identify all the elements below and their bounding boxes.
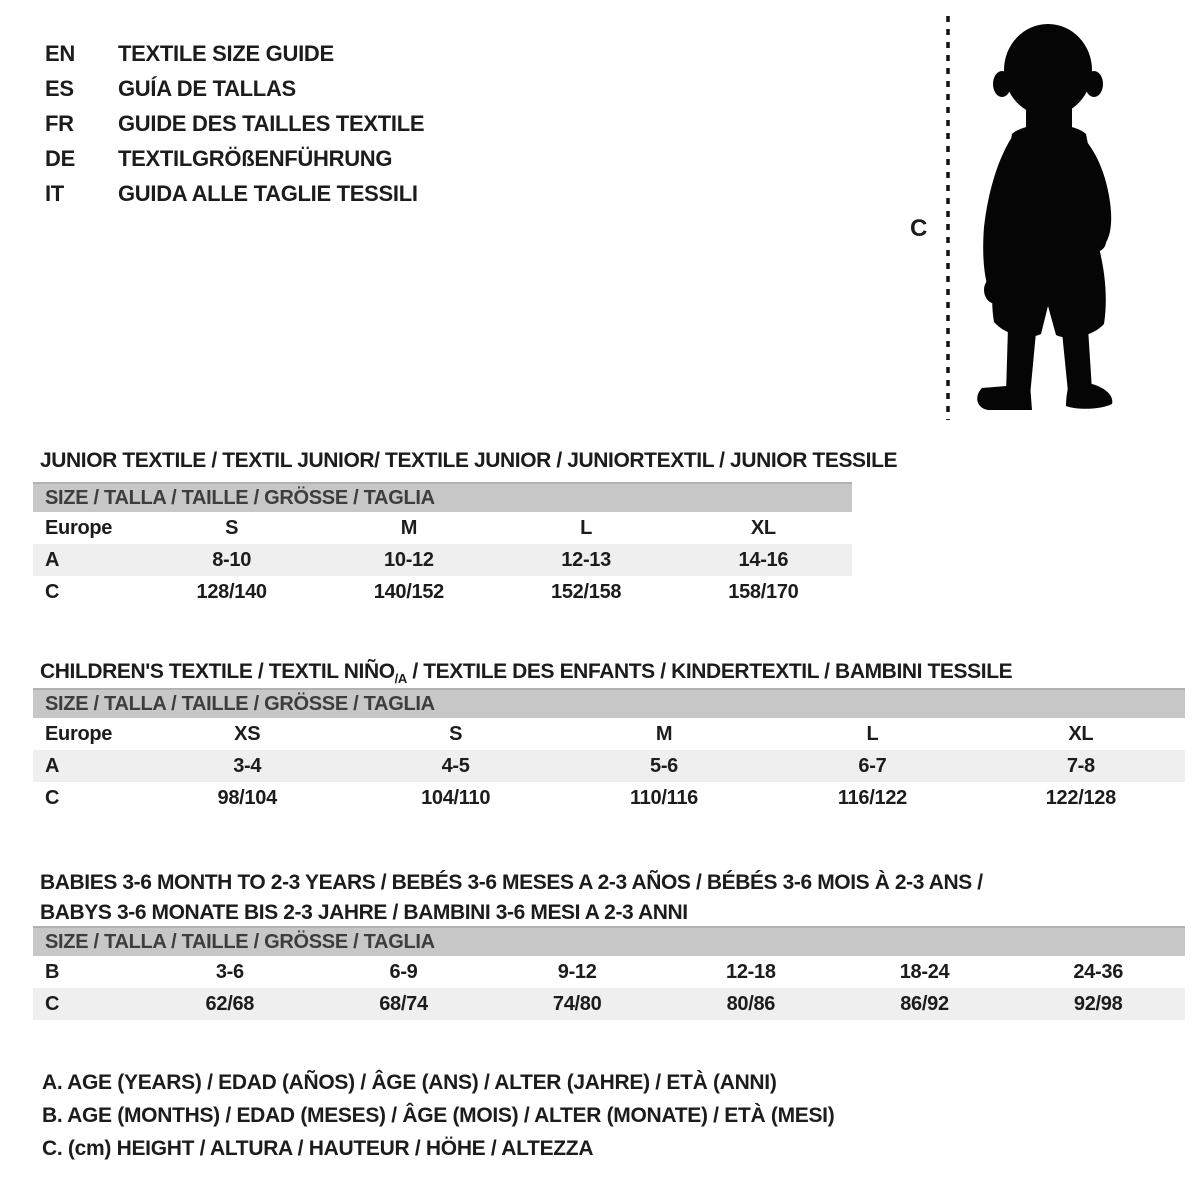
children-title-rest: / TEXTILE DES ENFANTS / KINDERTEXTIL / BAMBINI TESSILE [406, 660, 1013, 684]
children-title-main: CHILDREN'S TEXTILE / TEXTIL NIÑO [40, 660, 395, 684]
age-cell: 10-12 [384, 548, 434, 571]
size-cell: XL [1068, 722, 1094, 745]
height-cell: 68/74 [379, 992, 428, 1015]
babies-size-table [33, 926, 1185, 1020]
height-cell: 140/152 [373, 580, 444, 603]
junior-size-table [33, 482, 852, 608]
babies-title-line2: BABYS 3-6 MONATE BIS 2-3 JAHRE / BAMBINI 3-6 MESI A 2-3 ANNI [40, 901, 688, 925]
toddler-silhouette-icon [966, 20, 1142, 418]
babies-title-line1: BABIES 3-6 MONTH TO 2-3 YEARS / BEBÉS 3-6 MESES A 2-3 AÑOS / BÉBÉS 3-6 MOIS À 2-3 ANS / [40, 871, 983, 895]
height-cell: 158/170 [728, 580, 799, 603]
height-cell: 62/68 [205, 992, 255, 1015]
row-label: Europe [45, 516, 113, 539]
height-cell: 116/122 [837, 786, 907, 809]
row-label: A [45, 548, 60, 571]
language-code: EN [45, 40, 75, 66]
language-row [45, 176, 424, 211]
age-cell: 12-13 [561, 548, 611, 571]
size-cell: XS [234, 722, 261, 745]
age-cell: 7-8 [1066, 754, 1095, 777]
age-cell: 8-10 [212, 548, 252, 571]
language-code: DE [45, 145, 75, 171]
language-title-list [45, 36, 424, 211]
height-cell: 122/128 [1045, 786, 1116, 809]
size-cell: M [400, 516, 418, 539]
months-cell: 6-9 [389, 960, 418, 983]
children-title-subscript: /A [394, 671, 407, 687]
height-cell: 152/158 [551, 580, 622, 603]
height-measure-dashed-line [944, 16, 952, 420]
height-cell: 128/140 [196, 580, 267, 603]
table-row-months [33, 956, 1185, 988]
language-row [45, 141, 424, 176]
size-cell: S [449, 722, 463, 745]
size-cell: S [225, 516, 239, 539]
guide-title-it: GUIDA ALLE TAGLIE TESSILI [118, 180, 418, 206]
size-cell: L [866, 722, 879, 745]
table-row-height [33, 782, 1185, 814]
row-label: C [45, 580, 60, 603]
height-cell: 98/104 [217, 786, 277, 809]
table-row-age [33, 750, 1185, 782]
size-cell: XL [750, 516, 776, 539]
size-cell: M [655, 722, 673, 745]
months-cell: 18-24 [899, 960, 950, 983]
legend-note-a: A. AGE (YEARS) / EDAD (AÑOS) / ÂGE (ANS) / ALTER (JAHRE) / ETÀ (ANNI) [42, 1071, 777, 1094]
height-cell: 92/98 [1073, 992, 1123, 1015]
row-label: B [45, 960, 60, 983]
months-cell: 3-6 [215, 960, 244, 983]
legend-note-b: B. AGE (MONTHS) / EDAD (MESES) / ÂGE (MOIS) / ALTER (MONATE) / ETÀ (MESI) [42, 1104, 835, 1127]
months-cell: 9-12 [557, 960, 597, 983]
children-section-title [40, 660, 1012, 686]
language-code: FR [45, 110, 74, 136]
age-cell: 14-16 [738, 548, 789, 571]
junior-section-title: JUNIOR TEXTILE / TEXTIL JUNIOR/ TEXTILE JUNIOR / JUNIORTEXTIL / JUNIOR TESSILE [40, 449, 898, 473]
language-code: ES [45, 75, 74, 101]
language-row [45, 106, 424, 141]
height-measure-label: C [910, 215, 928, 242]
row-label: A [45, 754, 60, 777]
babies-section-title [40, 868, 983, 928]
table-row-age [33, 544, 852, 576]
legend-note-c: C. (cm) HEIGHT / ALTURA / HAUTEUR / HÖHE / ALTEZZA [42, 1137, 594, 1160]
height-cell: 110/116 [630, 786, 699, 809]
size-cell: L [580, 516, 593, 539]
age-cell: 4-5 [441, 754, 470, 777]
language-row [45, 36, 424, 71]
age-cell: 5-6 [650, 754, 679, 777]
age-cell: 6-7 [858, 754, 887, 777]
row-label: Europe [45, 722, 113, 745]
guide-title-fr: GUIDE DES TAILLES TEXTILE [118, 110, 425, 136]
children-size-table [33, 688, 1185, 814]
months-cell: 24-36 [1073, 960, 1124, 983]
months-cell: 12-18 [726, 960, 776, 983]
table-row-height [33, 988, 1185, 1020]
age-cell: 3-4 [233, 754, 262, 777]
language-code: IT [45, 180, 64, 206]
babies-table-header: SIZE / TALLA / TAILLE / GRÖSSE / TAGLIA [33, 926, 1185, 956]
table-row-europe [33, 718, 1185, 750]
guide-title-de: TEXTILGRÖßENFÜHRUNG [118, 145, 393, 171]
height-cell: 104/110 [421, 786, 491, 809]
height-cell: 86/92 [900, 992, 949, 1015]
table-row-height [33, 576, 852, 608]
language-row [45, 71, 424, 106]
guide-title-es: GUÍA DE TALLAS [118, 75, 296, 101]
junior-table-header: SIZE / TALLA / TAILLE / GRÖSSE / TAGLIA [33, 482, 852, 512]
table-row-europe [33, 512, 852, 544]
row-label: C [45, 992, 60, 1015]
children-table-header: SIZE / TALLA / TAILLE / GRÖSSE / TAGLIA [33, 688, 1185, 718]
height-cell: 80/86 [726, 992, 776, 1015]
row-label: C [45, 786, 60, 809]
legend-notes [42, 1066, 834, 1165]
guide-title-en: TEXTILE SIZE GUIDE [118, 40, 334, 66]
height-cell: 74/80 [552, 992, 602, 1015]
